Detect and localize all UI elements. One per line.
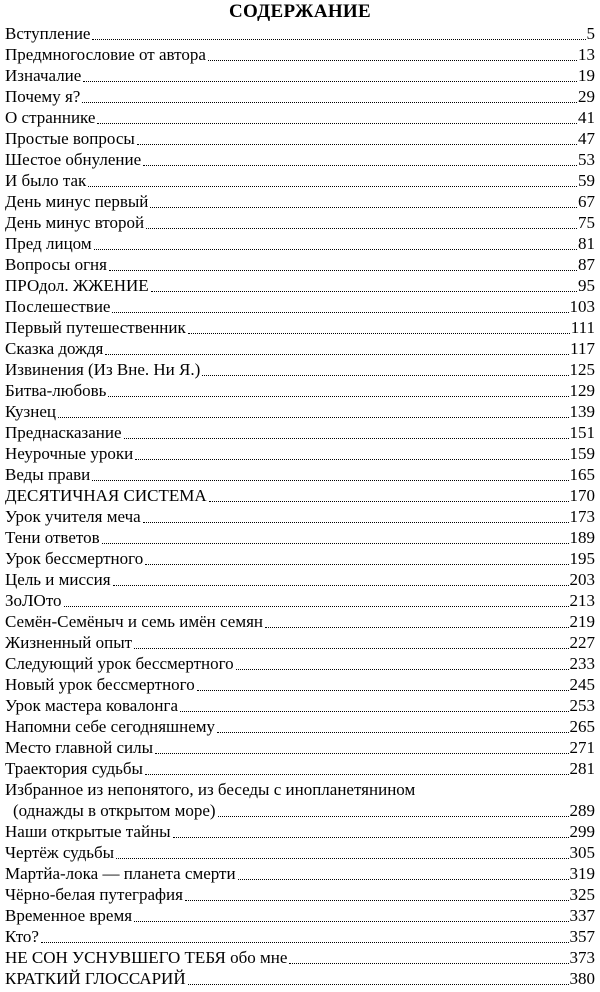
toc-entry[interactable] [5,842,595,863]
dot-leader [145,774,569,775]
toc-entry[interactable] [5,674,595,695]
dot-leader [208,60,577,61]
toc-entry[interactable] [5,653,595,674]
toc-entry-title: Урок учителя меча [5,507,141,526]
toc-entry-title: Шестое обнуление [5,150,142,169]
toc-entry-title: Неурочные уроки [5,444,134,463]
toc-list [5,23,595,779]
toc-entry-title: ЗоЛОто [5,591,62,610]
dot-leader [113,585,569,586]
toc-entry[interactable] [5,170,595,191]
toc-entry[interactable] [5,212,595,233]
toc-entry-title: НЕ СОН УСНУВШЕГО ТЕБЯ обо мне [5,948,288,967]
toc-entry[interactable] [5,716,595,737]
toc-entry-page-number: 111 [570,318,595,337]
toc-entry-title: Цель и миссия [5,570,111,589]
toc-entry[interactable] [5,65,595,86]
toc-entry[interactable] [5,968,595,989]
toc-entry[interactable] [5,611,595,632]
toc-entry-title: Жизненный опыт [5,633,133,652]
dot-leader [188,333,570,334]
dot-leader [180,711,568,712]
dot-leader [108,396,568,397]
toc-entry-page-number: 299 [569,822,595,841]
toc-entry-title: Следующий урок бессмертного [5,654,234,673]
toc-entry[interactable] [5,107,595,128]
dot-leader [137,144,577,145]
toc-entry-title: Извинения (Из Вне. Ни Я.) [5,360,201,379]
toc-entry-page-number: 19 [578,66,595,85]
toc-entry[interactable] [5,233,595,254]
toc-entry-title: Вопросы огня [5,255,107,274]
toc-entry-page-number: 125 [569,360,595,379]
toc-entry[interactable] [5,527,595,548]
toc-entry-page-number: 373 [569,948,595,967]
toc-entry-title: Веды прави [5,465,91,484]
toc-entry-page-number: 29 [578,87,595,106]
toc-entry-page-number: 139 [569,402,595,421]
toc-entry-title: Избранное из непонятого, из беседы с инопланетянином [5,780,416,799]
toc-entry-page-number: 5 [586,24,595,43]
toc-entry[interactable] [5,737,595,758]
toc-entry-title: Преднасказание [5,423,122,442]
toc-entry[interactable] [5,338,595,359]
toc-entry[interactable] [5,926,595,947]
dot-leader [146,228,577,229]
toc-entry-page-number: 227 [569,633,595,652]
toc-entry-page-number: 281 [569,759,595,778]
toc-list [5,821,595,989]
toc-entry-page-number: 53 [578,150,595,169]
toc-entry[interactable] [5,905,595,926]
toc-entry-page-number: 81 [578,234,595,253]
toc-entry-page-number: 305 [569,843,595,862]
dot-leader [143,165,577,166]
toc-entry[interactable] [5,422,595,443]
toc-entry-title: Первый путешественник [5,318,186,337]
toc-entry[interactable] [5,485,595,506]
toc-entry-title: Битва-любовь [5,381,107,400]
toc-entry[interactable] [5,590,595,611]
dot-leader [145,564,568,565]
toc-entry-title: Семён-Семёныч и семь имён семян [5,612,263,631]
toc-entry[interactable] [5,695,595,716]
toc-entry[interactable] [5,275,595,296]
toc-entry-title: Тени ответов [5,528,100,547]
toc-entry-page-number: 129 [569,381,595,400]
toc-entry-page-number: 159 [569,444,595,463]
dot-leader [94,249,577,250]
toc-entry-page-number: 41 [578,108,595,127]
toc-entry-page-number: 337 [569,906,595,925]
dot-leader [173,837,569,838]
toc-entry-page-number: 253 [569,696,595,715]
toc-entry-title: ДЕСЯТИЧНАЯ СИСТЕМА [5,486,207,505]
toc-entry-page-number: 151 [569,423,595,442]
dot-leader [209,501,569,502]
toc-entry[interactable] [5,884,595,905]
dot-leader [105,354,569,355]
toc-entry[interactable] [5,569,595,590]
toc-entry-title-continued: (однажды в открытом море) [13,801,216,820]
dot-leader [236,669,569,670]
toc-entry[interactable] [5,443,595,464]
toc-entry-page-number: 380 [569,969,595,988]
toc-entry[interactable] [5,149,595,170]
dot-leader [134,921,568,922]
dot-leader [83,81,577,82]
toc-entry-page-number: 203 [569,570,595,589]
dot-leader [92,39,585,40]
dot-leader [155,753,568,754]
toc-entry-title: Послешествие [5,297,111,316]
dot-leader [218,816,569,817]
dot-leader [134,648,568,649]
dot-leader [202,375,568,376]
dot-leader [265,627,569,628]
toc-entry-title: Чёрно-белая путеграфия [5,885,183,904]
toc-entry-page-number: 213 [569,591,595,610]
toc-entry-page-number: 189 [569,528,595,547]
dot-leader [102,543,569,544]
dot-leader [64,606,569,607]
toc-entry-page-number: 67 [578,192,595,211]
toc-entry-page-number: 325 [569,885,595,904]
dot-leader [151,291,577,292]
dot-leader [143,522,569,523]
toc-entry[interactable] [5,23,595,44]
dot-leader [150,207,577,208]
toc-entry[interactable] [5,947,595,968]
toc-entry-page-number: 265 [569,717,595,736]
dot-leader [124,438,569,439]
toc-entry-title: И было так [5,171,87,190]
toc-entry-page-number: 103 [569,297,595,316]
toc-entry-page-number: 165 [569,465,595,484]
toc-entry[interactable] [5,821,595,842]
toc-entry-page-number: 219 [569,612,595,631]
toc-entry[interactable] [5,191,595,212]
toc-entry[interactable] [5,317,595,338]
toc-entry-title: Мартйа-лока — планета смерти [5,864,236,883]
toc-entry[interactable] [5,464,595,485]
toc-entry[interactable] [5,44,595,65]
toc-entry[interactable] [5,128,595,149]
dot-leader [197,690,569,691]
toc-entry-page-number: 233 [569,654,595,673]
toc-entry-page-number: 319 [569,864,595,883]
toc-entry-title: День минус первый [5,192,149,211]
toc-entry-title: Урок бессмертного [5,549,144,568]
toc-entry-title: Предмногословие от автора [5,45,206,64]
toc-entry-title: Изначалие [5,66,82,85]
toc-entry-page-number: 87 [578,255,595,274]
toc-entry[interactable] [5,86,595,107]
toc-entry-page-number: 271 [569,738,595,757]
dot-leader [185,900,569,901]
toc-entry-page-number: 59 [578,171,595,190]
toc-entry-page-number: 245 [569,675,595,694]
toc-entry[interactable] [5,863,595,884]
dot-leader [88,186,577,187]
dot-leader [109,270,577,271]
toc-entry-page-number: 173 [569,507,595,526]
page-title: СОДЕРЖАНИЕ [229,1,371,22]
toc-entry-title: Пред лицом [5,234,92,253]
dot-leader [97,123,577,124]
toc-entry-title: Напомни себе сегодняшнему [5,717,216,736]
toc-entry-page-number: 75 [578,213,595,232]
toc-entry-title: Кузнец [5,402,57,421]
dot-leader [92,480,568,481]
dot-leader [135,459,568,460]
toc-entry[interactable] [5,359,595,380]
toc-entry-title: Траектория судьбы [5,759,143,778]
toc-entry-title: КРАТКИЙ ГЛОССАРИЙ [5,969,186,988]
dot-leader [116,858,568,859]
toc-entry-title: Временное время [5,906,133,925]
toc-entry[interactable] [5,506,595,527]
dot-leader [58,417,568,418]
toc-entry-page-number: 357 [569,927,595,946]
toc-entry-page-number: 195 [569,549,595,568]
toc-entry-title: Почему я? [5,87,81,106]
toc-entry[interactable] [5,632,595,653]
toc-entry-page-number: 117 [570,339,595,358]
toc-entry-title: Вступление [5,24,91,43]
toc-entry-title: Новый урок бессмертного [5,675,195,694]
dot-leader [41,942,569,943]
toc-entry[interactable] [5,296,595,317]
toc-entry[interactable] [5,548,595,569]
toc-entry[interactable] [5,779,595,821]
dot-leader [82,102,577,103]
toc-entry[interactable] [5,254,595,275]
toc-entry-title: О страннике [5,108,96,127]
toc-entry-title: ПРОдол. ЖЖЕНИЕ [5,276,149,295]
dot-leader [112,312,568,313]
toc-entry-title: Чертёж судьбы [5,843,115,862]
toc-entry-title: Сказка дождя [5,339,104,358]
toc-entry[interactable] [5,758,595,779]
toc-entry-page-number: 95 [578,276,595,295]
toc-entry-title: Место главной силы [5,738,154,757]
toc-entry[interactable] [5,380,595,401]
toc-entry[interactable] [5,401,595,422]
dot-leader [238,879,569,880]
toc-entry-page-number: 289 [569,801,595,820]
toc-entry-page-number: 47 [578,129,595,148]
toc-entry-title: День минус второй [5,213,145,232]
toc-entry-title: Простые вопросы [5,129,135,148]
toc-entry-title: Наши открытые тайны [5,822,171,841]
dot-leader [188,984,569,985]
dot-leader [289,963,568,964]
toc-entry-page-number: 170 [569,486,595,505]
toc-entry-page-number: 13 [578,45,595,64]
toc-entry-title: Кто? [5,927,39,946]
table-of-contents-page [5,0,595,992]
dot-leader [217,732,568,733]
toc-entry-title: Урок мастера ковалонга [5,696,179,715]
